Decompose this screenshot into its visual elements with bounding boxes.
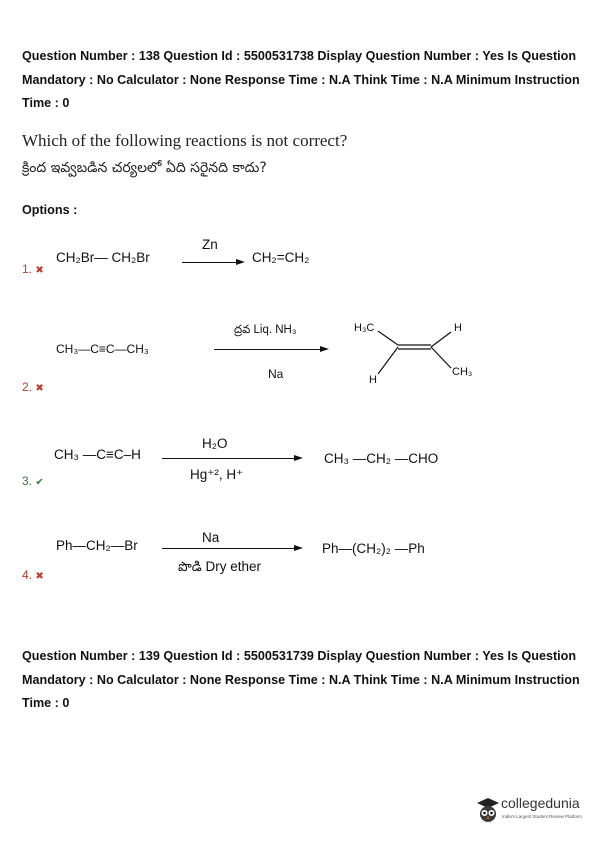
- meta-line-3: Time : 0: [22, 96, 70, 110]
- option-3-reagent-above: H₂O: [202, 436, 228, 451]
- option-4-product: Ph—(CH₂)₂ —Ph: [322, 541, 425, 556]
- option-1-reactant: CH₂Br— CH₂Br: [56, 250, 150, 265]
- substituent-label: CH₃: [452, 366, 473, 378]
- question-139-meta: [22, 645, 582, 716]
- option-2-reagent-below: Na: [268, 367, 284, 381]
- arrow-head-icon: [294, 545, 303, 551]
- arrow-head-icon: [294, 455, 303, 461]
- graduate-owl-icon: [476, 797, 500, 823]
- reaction-arrow: [182, 262, 238, 263]
- option-3-product: CH₃ —CH₂ —CHO: [324, 451, 439, 466]
- wrong-mark-icon: ✖: [35, 571, 44, 582]
- meta-line-1: Question Number : 139 Question Id : 5500531739 Display Question Number : Yes Is Question: [22, 649, 577, 663]
- option-2-reactant: CH₃—C≡C—CH₃: [56, 342, 149, 356]
- option-3-reactant: CH₃ —C≡C–H: [54, 447, 141, 462]
- substituent-label: H: [369, 374, 377, 386]
- meta-line-3: Time : 0: [22, 696, 70, 710]
- reaction-arrow: [162, 548, 296, 549]
- arrow-head-icon: [320, 346, 329, 352]
- collegedunia-logo: [476, 795, 586, 827]
- reaction-arrow: [214, 349, 322, 350]
- meta-line-1: Question Number : 138 Question Id : 5500531738 Display Question Number : Yes Is Question: [22, 49, 577, 63]
- meta-line-2: Mandatory : No Calculator : None Response Time : N.A Think Time : N.A Minimum Instruction: [22, 672, 580, 687]
- wrong-mark-icon: ✖: [35, 383, 44, 394]
- option-2-number: 2. ✖: [22, 380, 44, 394]
- question-138-meta: [22, 45, 582, 116]
- meta-line-2: Mandatory : No Calculator : None Response Time : N.A Think Time : N.A Minimum Instruction: [22, 72, 580, 87]
- check-mark-icon: ✔: [35, 477, 44, 488]
- option-1-reagent: Zn: [202, 237, 218, 252]
- logo-wordmark: collegedunia: [501, 795, 580, 811]
- substituent-label: H: [454, 322, 462, 334]
- question-text-english: Which of the following reactions is not correct?: [22, 131, 348, 150]
- option-3-reagent-below: Hg⁺², H⁺: [190, 467, 244, 482]
- option-1-product: CH₂=CH₂: [252, 250, 310, 265]
- option-2-reagent-above: ద్రవ Liq. NH₃: [234, 324, 297, 336]
- option-4-number: 4. ✖: [22, 568, 44, 582]
- options-label: Options :: [22, 203, 78, 217]
- logo-tagline: India's Largest Student Review Platform: [502, 814, 582, 819]
- option-4-reactant: Ph—CH₂—Br: [56, 538, 138, 553]
- option-4-reagent-below: పొడి Dry ether: [178, 559, 261, 574]
- option-4-reagent-above: Na: [202, 530, 220, 545]
- option-1-number: 1. ✖: [22, 262, 44, 276]
- question-text-telugu: క్రింద ఇవ్వబడిన చర్యలలో ఏది సరైనది కాదు?: [22, 160, 267, 176]
- reaction-arrow: [162, 458, 296, 459]
- substituent-label: H₃C: [354, 322, 375, 334]
- option-3-number: 3. ✔: [22, 474, 44, 488]
- wrong-mark-icon: ✖: [35, 265, 44, 276]
- arrow-head-icon: [236, 259, 245, 265]
